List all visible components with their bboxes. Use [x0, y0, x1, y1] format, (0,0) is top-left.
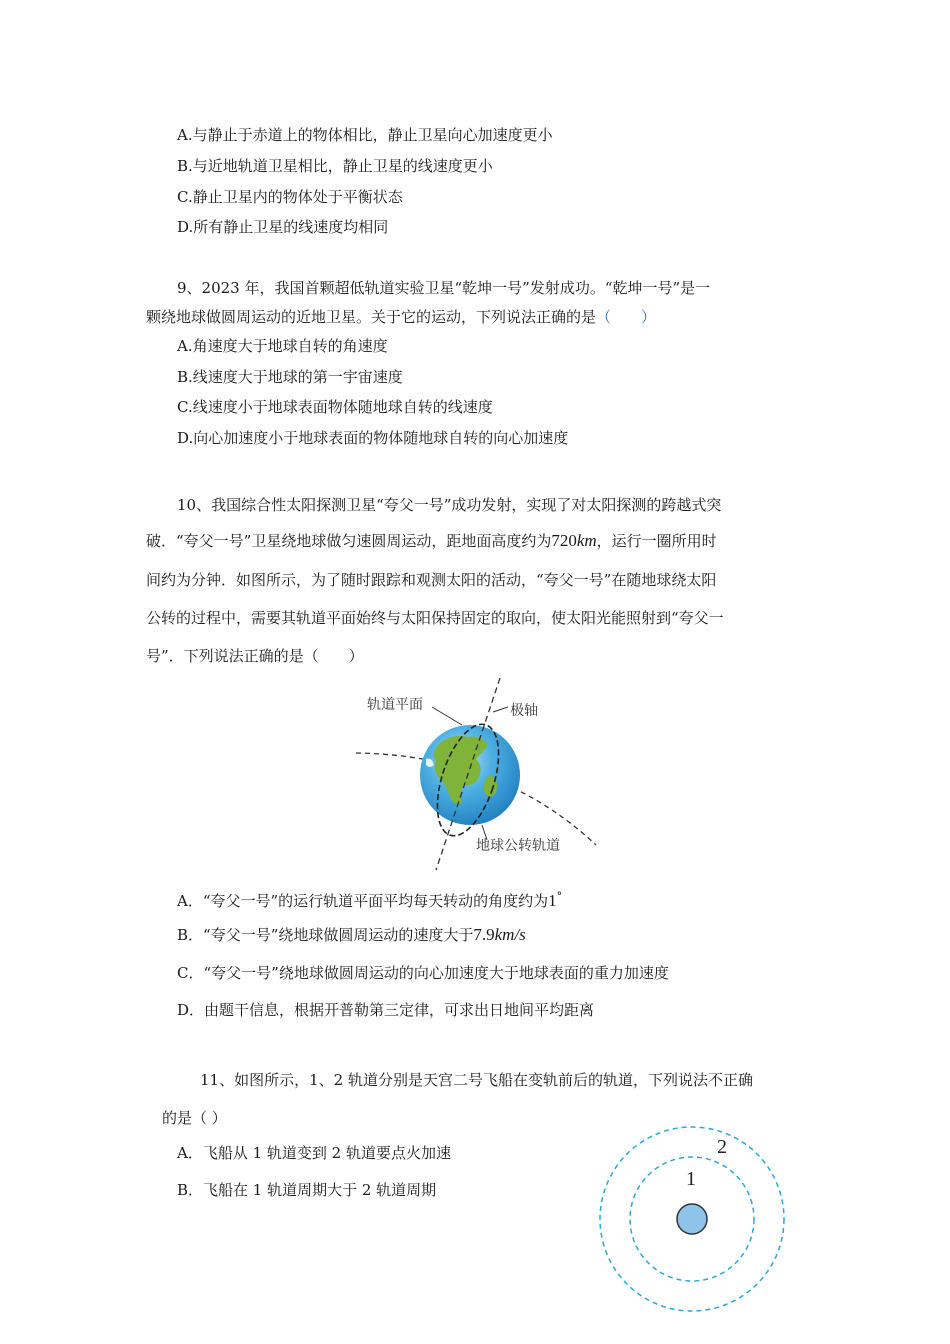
q10-height-value: 720 [551, 531, 577, 550]
q8-option-c: C.静止卫星内的物体处于平衡状态 [177, 188, 403, 206]
q10-option-a-unit: ° [556, 890, 563, 903]
q11-stem-line2: 的是（ ） [162, 1109, 227, 1127]
q10-option-a [177, 887, 562, 911]
q10-stem-line3: 间约为分钟．如图所示，为了随时跟踪和观测太阳的活动，“夸父一号”在随地球绕太阳 [146, 571, 717, 589]
q10-stem-line5: 号”．下列说法正确的是（ ） [146, 647, 364, 665]
q10-option-b-unit: km/s [494, 925, 526, 944]
q10-stem-line2 [146, 531, 717, 551]
q11-stem-line1: 11、如图所示，1、2 轨道分别是天宫二号飞船在变轨前后的轨道，下列说法不正确 [200, 1071, 753, 1089]
label-earth-orbit: 地球公转轨道 [476, 838, 560, 854]
q9-option-b: B.线速度大于地球的第一宇宙速度 [177, 368, 403, 386]
q11-option-a: A．飞船从 1 轨道变到 2 轨道要点火加速 [177, 1144, 451, 1162]
q8-option-b: B.与近地轨道卫星相比，静止卫星的线速度更小 [177, 157, 493, 175]
q10-stem-line1: 10、我国综合性太阳探测卫星“夸父一号”成功发射，实现了对太阳探测的跨越式突 [177, 496, 722, 514]
q9-option-a: A.角速度大于地球自转的角速度 [177, 337, 388, 355]
orbit-label-1: 1 [686, 1168, 696, 1190]
q10-option-a-text: A．“夸父一号”的运行轨道平面平均每天转动的角度约为 [177, 892, 549, 910]
q10-option-a-value: 1 [548, 891, 557, 910]
q10-stem-line4: 公转的过程中，需要其轨道平面始终与太阳保持固定的取向，使太阳光能照射到“夸父一 [146, 609, 724, 627]
q10-option-b-value: 7.9 [473, 925, 495, 944]
q9-stem-text: 颗绕地球做圆周运动的近地卫星。关于它的运动，下列说法正确的是 [146, 308, 597, 326]
q10-height-unit: km [576, 531, 597, 550]
q9-answer-paren: （ ） [596, 308, 657, 326]
q9-option-d: D.向心加速度小于地球表面的物体随地球自转的向心加速度 [177, 429, 569, 447]
q10-option-d: D．由题干信息，根据开普勒第三定律，可求出日地间平均距离 [177, 1001, 595, 1019]
q10-option-b-text: B．“夸父一号”绕地球做圆周运动的速度大于 [177, 926, 474, 944]
q10-stem-line2-pre: 破．“夸父一号”卫星绕地球做匀速圆周运动，距地面高度约为 [146, 532, 552, 550]
label-orbit-plane: 轨道平面 [367, 697, 423, 713]
q8-option-a: A.与静止于赤道上的物体相比，静止卫星向心加速度更小 [177, 126, 553, 144]
q8-option-d: D.所有静止卫星的线速度均相同 [177, 218, 389, 236]
orbit-label-2: 2 [717, 1136, 727, 1158]
central-planet [677, 1204, 707, 1234]
q11-option-b: B．飞船在 1 轨道周期大于 2 轨道周期 [177, 1181, 437, 1199]
q9-stem-line1: 9、2023 年，我国首颗超低轨道实验卫星“乾坤一号”发射成功。“乾坤一号”是一 [177, 279, 711, 297]
q9-option-c: C.线速度小于地球表面物体随地球自转的线速度 [177, 398, 493, 416]
q11-orbit-figure [592, 1122, 792, 1322]
label-polar-axis: 极轴 [510, 703, 538, 719]
q10-option-b [177, 925, 526, 945]
q9-stem-line2 [146, 307, 656, 327]
q10-option-c: C．“夸父一号”绕地球做圆周运动的向心加速度大于地球表面的重力加速度 [177, 964, 669, 982]
q10-stem-line2-post: ，运行一圈所用时 [596, 532, 717, 550]
